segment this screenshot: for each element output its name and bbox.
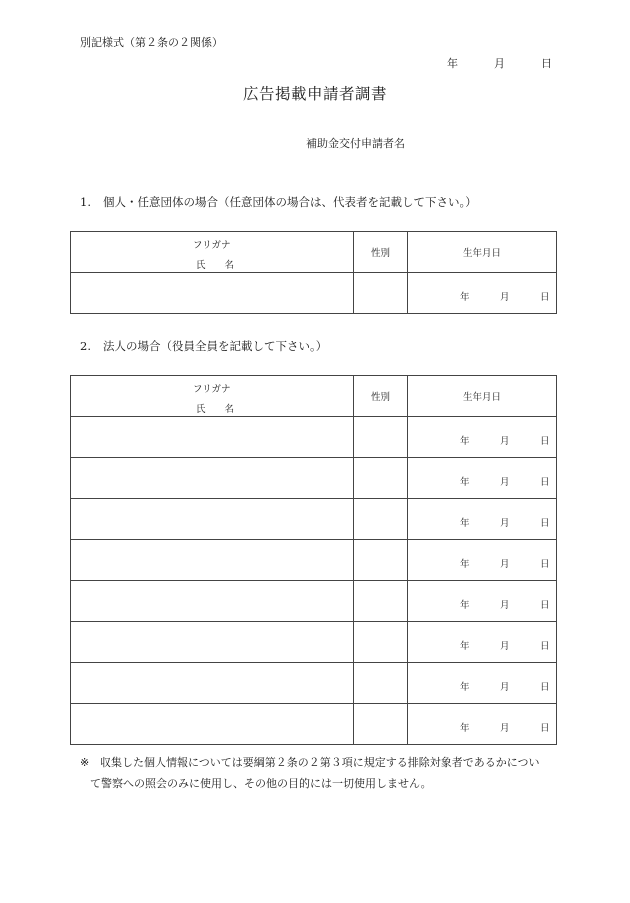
date-day-label: 日 bbox=[541, 57, 552, 70]
section1-heading bbox=[80, 194, 477, 210]
privacy-note bbox=[80, 752, 560, 794]
birthdate-field[interactable] bbox=[408, 540, 557, 581]
sex-field[interactable] bbox=[354, 458, 408, 499]
birthdate-header: 生年月日 bbox=[408, 376, 557, 417]
section1-number: 1. bbox=[80, 195, 91, 209]
name-field[interactable] bbox=[71, 704, 354, 745]
date-line bbox=[447, 55, 552, 71]
table-header-row bbox=[71, 376, 557, 417]
individual-table bbox=[70, 231, 557, 314]
furigana-header: フリガナ bbox=[193, 240, 231, 251]
month-label: 月 bbox=[500, 723, 510, 734]
sex-field[interactable] bbox=[354, 663, 408, 704]
name-header-cell bbox=[71, 376, 354, 417]
section1-title: 個人・任意団体の場合（任意団体の場合は、代表者を記載して下さい。） bbox=[103, 195, 477, 209]
table-row bbox=[71, 663, 557, 704]
day-label: 日 bbox=[540, 723, 550, 734]
birthdate-field[interactable] bbox=[408, 663, 557, 704]
note-text-line1: 収集した個人情報については要綱第２条の２第３項に規定する排除対象者であるかについ bbox=[100, 756, 540, 769]
name-field[interactable] bbox=[71, 499, 354, 540]
corporation-table bbox=[70, 375, 557, 745]
day-label: 日 bbox=[540, 518, 550, 529]
table-row bbox=[71, 581, 557, 622]
birthdate-field[interactable] bbox=[408, 458, 557, 499]
day-label: 日 bbox=[540, 641, 550, 652]
year-label: 年 bbox=[460, 436, 470, 447]
year-label: 年 bbox=[460, 477, 470, 488]
table-row bbox=[71, 417, 557, 458]
birthdate-header: 生年月日 bbox=[408, 232, 557, 273]
applicant-name-label: 補助金交付申請者名 bbox=[306, 137, 405, 150]
sex-field[interactable] bbox=[354, 704, 408, 745]
section2-heading bbox=[80, 338, 327, 354]
birthdate-field[interactable] bbox=[408, 704, 557, 745]
note-mark: ※ bbox=[80, 756, 90, 769]
sex-field[interactable] bbox=[354, 622, 408, 663]
year-label: 年 bbox=[460, 682, 470, 693]
name-field[interactable] bbox=[71, 581, 354, 622]
sex-header: 性別 bbox=[354, 232, 408, 273]
table-row bbox=[71, 540, 557, 581]
date-month-label: 月 bbox=[494, 57, 505, 70]
month-label: 月 bbox=[500, 292, 510, 303]
birthdate-field[interactable] bbox=[408, 581, 557, 622]
name-field[interactable] bbox=[71, 622, 354, 663]
table-row bbox=[71, 273, 557, 314]
name-field[interactable] bbox=[71, 540, 354, 581]
name-header: 氏 名 bbox=[196, 260, 235, 271]
birthdate-field[interactable] bbox=[408, 622, 557, 663]
name-field[interactable] bbox=[71, 663, 354, 704]
month-label: 月 bbox=[500, 477, 510, 488]
year-label: 年 bbox=[460, 723, 470, 734]
year-label: 年 bbox=[460, 641, 470, 652]
day-label: 日 bbox=[540, 600, 550, 611]
date-year-label: 年 bbox=[447, 57, 458, 70]
sex-field[interactable] bbox=[354, 581, 408, 622]
month-label: 月 bbox=[500, 559, 510, 570]
birthdate-field[interactable] bbox=[408, 417, 557, 458]
month-label: 月 bbox=[500, 682, 510, 693]
sex-field[interactable] bbox=[354, 417, 408, 458]
birthdate-field[interactable] bbox=[408, 499, 557, 540]
furigana-header: フリガナ bbox=[193, 384, 231, 395]
day-label: 日 bbox=[540, 477, 550, 488]
day-label: 日 bbox=[540, 292, 550, 303]
table-row bbox=[71, 622, 557, 663]
month-label: 月 bbox=[500, 641, 510, 652]
table-header-row bbox=[71, 232, 557, 273]
table-row bbox=[71, 458, 557, 499]
year-label: 年 bbox=[460, 292, 470, 303]
sex-field[interactable] bbox=[354, 273, 408, 314]
month-label: 月 bbox=[500, 518, 510, 529]
form-reference: 別記様式（第２条の２関係） bbox=[80, 36, 223, 49]
sex-header: 性別 bbox=[354, 376, 408, 417]
year-label: 年 bbox=[460, 559, 470, 570]
section2-title: 法人の場合（役員全員を記載して下さい。） bbox=[103, 339, 328, 353]
name-field[interactable] bbox=[71, 273, 354, 314]
table-row bbox=[71, 499, 557, 540]
note-text-line2: て警察への照会のみに使用し、その他の目的には一切使用しません。 bbox=[90, 777, 432, 790]
sex-field[interactable] bbox=[354, 499, 408, 540]
name-header-cell bbox=[71, 232, 354, 273]
name-header: 氏 名 bbox=[196, 404, 235, 415]
section2-number: 2. bbox=[80, 339, 91, 353]
birthdate-field[interactable] bbox=[408, 273, 557, 314]
day-label: 日 bbox=[540, 436, 550, 447]
day-label: 日 bbox=[540, 559, 550, 570]
month-label: 月 bbox=[500, 436, 510, 447]
table-row bbox=[71, 704, 557, 745]
document-title: 広告掲載申請者調書 bbox=[242, 85, 387, 103]
year-label: 年 bbox=[460, 600, 470, 611]
privacy-note-line1 bbox=[80, 752, 560, 773]
year-label: 年 bbox=[460, 518, 470, 529]
sex-field[interactable] bbox=[354, 540, 408, 581]
name-field[interactable] bbox=[71, 458, 354, 499]
name-field[interactable] bbox=[71, 417, 354, 458]
day-label: 日 bbox=[540, 682, 550, 693]
month-label: 月 bbox=[500, 600, 510, 611]
